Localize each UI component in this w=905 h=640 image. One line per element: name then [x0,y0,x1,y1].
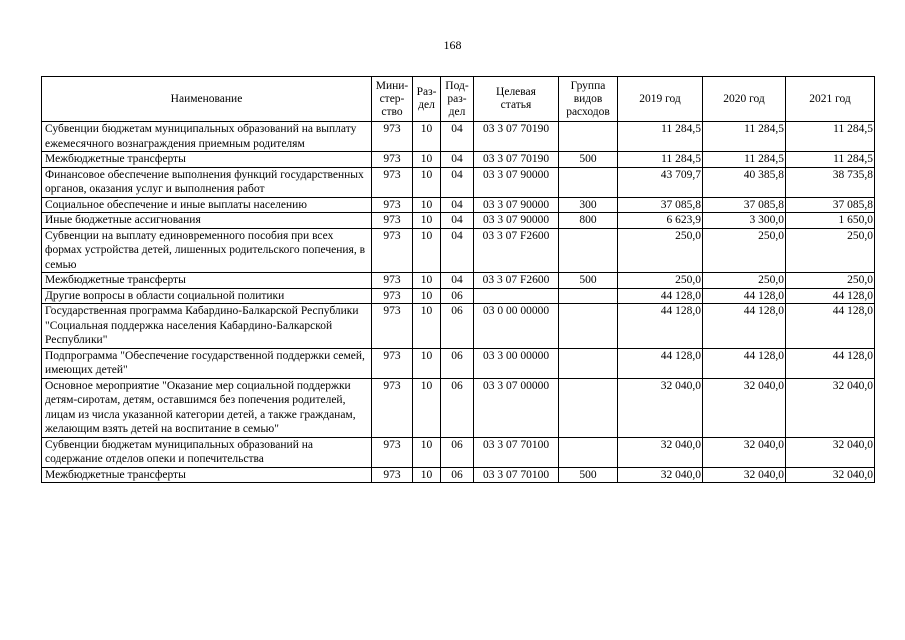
row-section: 10 [413,437,441,467]
row-value-2019: 32 040,0 [618,467,703,483]
row-value-2021: 250,0 [786,228,875,273]
row-subsection: 04 [441,152,474,168]
row-expense-group: 800 [559,213,618,229]
row-target-article: 03 3 07 70100 [474,437,559,467]
row-name: Другие вопросы в области социальной политики [42,288,372,304]
header-subsection: Под- раз- дел [441,77,474,122]
row-value-2019: 44 128,0 [618,288,703,304]
header-expense-group: Группа видов расходов [559,77,618,122]
row-value-2021: 38 735,8 [786,167,875,197]
row-name: Субвенции на выплату единовременного пособия при всех формах устройства детей, лишенных родительского попечения, в семью [42,228,372,273]
row-ministry: 973 [372,122,413,152]
table-row [42,122,875,152]
row-value-2020: 3 300,0 [703,213,786,229]
row-target-article: 03 3 07 90000 [474,167,559,197]
row-section: 10 [413,304,441,349]
row-value-2021: 250,0 [786,273,875,289]
row-section: 10 [413,228,441,273]
row-expense-group [559,228,618,273]
row-ministry: 973 [372,213,413,229]
row-expense-group: 500 [559,152,618,168]
row-value-2019: 250,0 [618,228,703,273]
row-ministry: 973 [372,304,413,349]
table-row [42,378,875,437]
row-expense-group [559,437,618,467]
row-ministry: 973 [372,378,413,437]
row-target-article: 03 3 07 70190 [474,122,559,152]
row-value-2020: 37 085,8 [703,197,786,213]
row-target-article: 03 3 07 70190 [474,152,559,168]
row-value-2019: 37 085,8 [618,197,703,213]
header-2021: 2021 год [786,77,875,122]
row-subsection: 04 [441,167,474,197]
row-value-2020: 44 128,0 [703,304,786,349]
header-2020: 2020 год [703,77,786,122]
row-value-2020: 44 128,0 [703,288,786,304]
row-subsection: 06 [441,288,474,304]
row-value-2019: 32 040,0 [618,437,703,467]
row-target-article: 03 3 07 70100 [474,467,559,483]
table-row [42,304,875,349]
row-name: Финансовое обеспечение выполнения функций государственных органов, оказания услуг и выполнения работ [42,167,372,197]
header-section: Раз- дел [413,77,441,122]
row-target-article: 03 0 00 00000 [474,304,559,349]
row-ministry: 973 [372,288,413,304]
table-row [42,228,875,273]
row-expense-group [559,378,618,437]
row-value-2019: 32 040,0 [618,378,703,437]
row-value-2019: 6 623,9 [618,213,703,229]
header-2019: 2019 год [618,77,703,122]
row-name: Субвенции бюджетам муниципальных образований на содержание отделов опеки и попечительства [42,437,372,467]
table-row [42,437,875,467]
row-expense-group [559,304,618,349]
row-target-article: 03 3 07 F2600 [474,228,559,273]
row-section: 10 [413,467,441,483]
row-ministry: 973 [372,197,413,213]
row-value-2019: 250,0 [618,273,703,289]
header-name: Наименование [42,77,372,122]
row-ministry: 973 [372,152,413,168]
row-ministry: 973 [372,467,413,483]
row-name: Государственная программа Кабардино-Балкарской Республики "Социальная поддержка населения Кабардино-Балкарской Республики" [42,304,372,349]
row-value-2021: 1 650,0 [786,213,875,229]
row-value-2021: 11 284,5 [786,122,875,152]
row-section: 10 [413,288,441,304]
row-name: Межбюджетные трансферты [42,467,372,483]
row-subsection: 04 [441,273,474,289]
row-name: Подпрограмма "Обеспечение государственной поддержки семей, имеющих детей" [42,348,372,378]
row-subsection: 06 [441,304,474,349]
table-row [42,348,875,378]
row-value-2020: 11 284,5 [703,122,786,152]
row-section: 10 [413,122,441,152]
row-ministry: 973 [372,228,413,273]
header-ministry: Мини- стер- ство [372,77,413,122]
row-value-2021: 44 128,0 [786,348,875,378]
page-number: 168 [443,38,462,52]
row-subsection: 06 [441,348,474,378]
row-name: Межбюджетные трансферты [42,273,372,289]
row-section: 10 [413,213,441,229]
row-target-article [474,288,559,304]
header-target-article: Целевая статья [474,77,559,122]
row-ministry: 973 [372,348,413,378]
row-subsection: 04 [441,122,474,152]
row-name: Социальное обеспечение и иные выплаты населению [42,197,372,213]
row-value-2021: 11 284,5 [786,152,875,168]
row-subsection: 06 [441,437,474,467]
row-expense-group: 500 [559,467,618,483]
row-value-2019: 11 284,5 [618,122,703,152]
row-name: Субвенции бюджетам муниципальных образований на выплату ежемесячного вознаграждения приемным родителям [42,122,372,152]
row-value-2020: 44 128,0 [703,348,786,378]
row-value-2020: 250,0 [703,273,786,289]
table-row [42,197,875,213]
row-value-2019: 44 128,0 [618,304,703,349]
row-ministry: 973 [372,437,413,467]
budget-table [41,76,875,483]
row-ministry: 973 [372,273,413,289]
row-expense-group [559,348,618,378]
row-value-2020: 11 284,5 [703,152,786,168]
row-value-2020: 250,0 [703,228,786,273]
row-section: 10 [413,197,441,213]
row-subsection: 04 [441,213,474,229]
table-row [42,213,875,229]
row-value-2020: 32 040,0 [703,467,786,483]
row-ministry: 973 [372,167,413,197]
table-body [42,122,875,483]
row-target-article: 03 3 07 00000 [474,378,559,437]
row-name: Иные бюджетные ассигнования [42,213,372,229]
row-value-2021: 32 040,0 [786,378,875,437]
row-value-2021: 32 040,0 [786,467,875,483]
table-row [42,152,875,168]
table-row [42,288,875,304]
row-value-2020: 32 040,0 [703,437,786,467]
row-section: 10 [413,273,441,289]
row-subsection: 04 [441,197,474,213]
row-value-2020: 40 385,8 [703,167,786,197]
row-name: Основное мероприятие "Оказание мер социальной поддержки детям-сиротам, детям, оставшимся без попечения родителей, лицам из числа указанной категории детей, а также гражданам, желающим взять детей на воспитание в семью" [42,378,372,437]
row-value-2021: 37 085,8 [786,197,875,213]
table-row [42,467,875,483]
table-row [42,273,875,289]
row-value-2019: 43 709,7 [618,167,703,197]
row-value-2021: 32 040,0 [786,437,875,467]
row-expense-group: 500 [559,273,618,289]
row-section: 10 [413,167,441,197]
row-subsection: 06 [441,467,474,483]
row-subsection: 06 [441,378,474,437]
row-target-article: 03 3 00 00000 [474,348,559,378]
table-row [42,167,875,197]
row-value-2021: 44 128,0 [786,288,875,304]
row-expense-group [559,288,618,304]
row-subsection: 04 [441,228,474,273]
row-section: 10 [413,348,441,378]
table-header-row [42,77,875,122]
row-target-article: 03 3 07 F2600 [474,273,559,289]
row-target-article: 03 3 07 90000 [474,213,559,229]
row-value-2021: 44 128,0 [786,304,875,349]
row-expense-group: 300 [559,197,618,213]
row-section: 10 [413,378,441,437]
row-value-2019: 11 284,5 [618,152,703,168]
row-expense-group [559,122,618,152]
row-value-2019: 44 128,0 [618,348,703,378]
row-name: Межбюджетные трансферты [42,152,372,168]
row-value-2020: 32 040,0 [703,378,786,437]
row-expense-group [559,167,618,197]
row-section: 10 [413,152,441,168]
row-target-article: 03 3 07 90000 [474,197,559,213]
